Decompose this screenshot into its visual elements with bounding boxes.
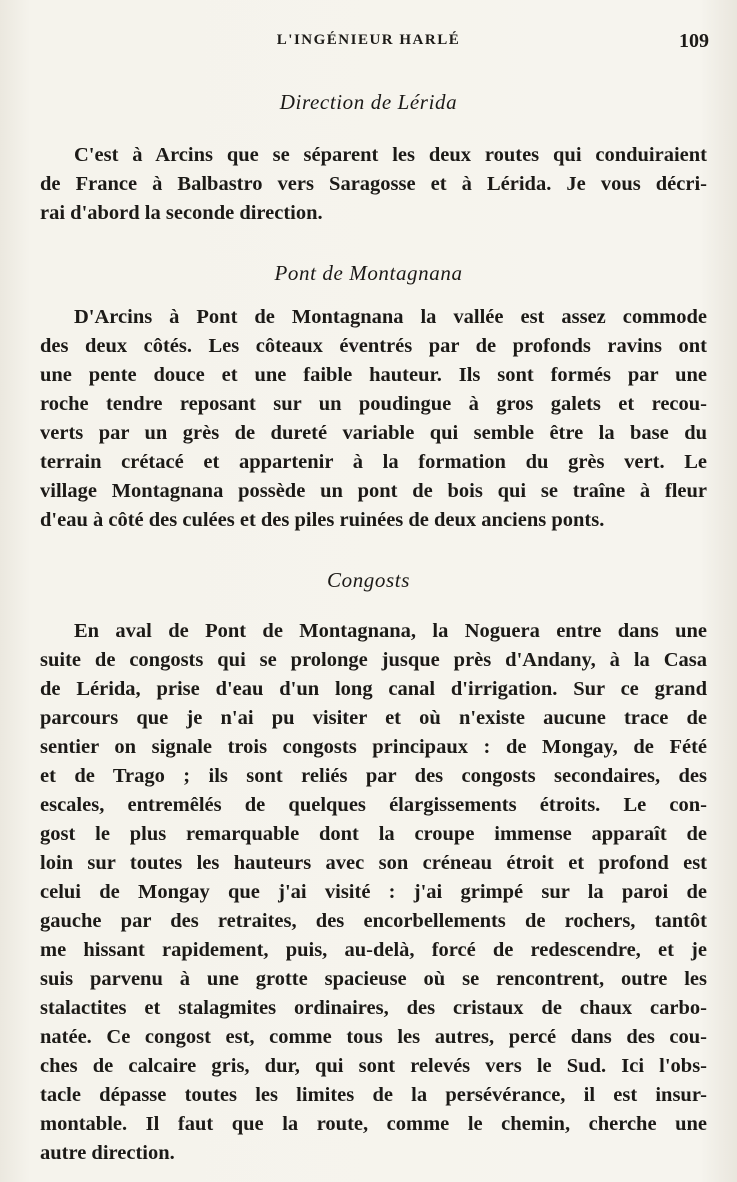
text-line: montable. Il faut que la route, comme le chemin, cherche une	[40, 1113, 707, 1135]
text-line: rai d'abord la seconde direction.	[40, 202, 323, 224]
text-line: ches de calcaire gris, dur, qui sont relevés vers le Sud. Ici l'obs-	[40, 1055, 707, 1077]
text-line: sentier on signale trois congosts principaux : de Mongay, de Fété	[40, 736, 707, 758]
text-line: de France à Balbastro vers Saragosse et à Lérida. Je vous décri-	[40, 173, 707, 195]
running-title: L'INGÉNIEUR HARLÉ	[276, 32, 461, 48]
text-line: d'eau à côté des culées et des piles ruinées de deux anciens ponts.	[40, 509, 605, 531]
text-line: une pente douce et une faible hauteur. Ils sont formés par une	[40, 364, 707, 386]
text-line: C'est à Arcins que se séparent les deux routes qui conduiraient	[74, 144, 707, 166]
running-head	[0, 28, 737, 58]
text-line: verts par un grès de dureté variable qui semble être la base du	[40, 422, 707, 444]
text-line: des deux côtés. Les côteaux éventrés par de profonds ravins ont	[40, 335, 707, 357]
section-paragraph	[40, 303, 707, 535]
text-line: suite de congosts qui se prolonge jusque près d'Andany, à la Casa	[40, 649, 707, 671]
text-line: D'Arcins à Pont de Montagnana la vallée est assez commode	[74, 306, 707, 328]
text-line: autre direction.	[40, 1142, 175, 1164]
text-line: loin sur toutes les hauteurs avec son créneau étroit et profond est	[40, 852, 707, 874]
text-line: me hissant rapidement, puis, au-delà, forcé de redescendre, et je	[40, 939, 707, 961]
page-number: 109	[679, 30, 709, 52]
text-line: gauche par des retraites, des encorbellements de rochers, tantôt	[40, 910, 707, 932]
text-line: de Lérida, prise d'eau d'un long canal d'irrigation. Sur ce grand	[40, 678, 707, 700]
text-line: celui de Mongay que j'ai visité : j'ai grimpé sur la paroi de	[40, 881, 707, 903]
text-line: En aval de Pont de Montagnana, la Noguera entre dans une	[74, 620, 707, 642]
text-line: gost le plus remarquable dont la croupe immense apparaît de	[40, 823, 707, 845]
section-heading-congosts: Congosts	[327, 568, 410, 592]
section-paragraph	[40, 617, 707, 1168]
section-heading-direction-de-lerida: Direction de Lérida	[279, 90, 458, 114]
section-paragraph	[40, 141, 707, 228]
text-line: suis parvenu à une grotte spacieuse où se rencontrent, outre les	[40, 968, 707, 990]
text-line: escales, entremêlés de quelques élargissements étroits. Le con-	[40, 794, 707, 816]
text-line: et de Trago ; ils sont reliés par des congosts secondaires, des	[40, 765, 707, 787]
text-line: stalactites et stalagmites ordinaires, des cristaux de chaux carbo-	[40, 997, 707, 1019]
text-line: natée. Ce congost est, comme tous les autres, percé dans des cou-	[40, 1026, 707, 1048]
text-line: tacle dépasse toutes les limites de la persévérance, il est insur-	[40, 1084, 707, 1106]
section-heading-pont-de-montagnana: Pont de Montagnana	[274, 261, 463, 285]
text-line: terrain crétacé et appartenir à la formation du grès vert. Le	[40, 451, 707, 473]
text-line: parcours que je n'ai pu visiter et où n'existe aucune trace de	[40, 707, 707, 729]
text-line: roche tendre reposant sur un poudingue à gros galets et recou-	[40, 393, 707, 415]
text-line: village Montagnana possède un pont de bois qui se traîne à fleur	[40, 480, 707, 502]
